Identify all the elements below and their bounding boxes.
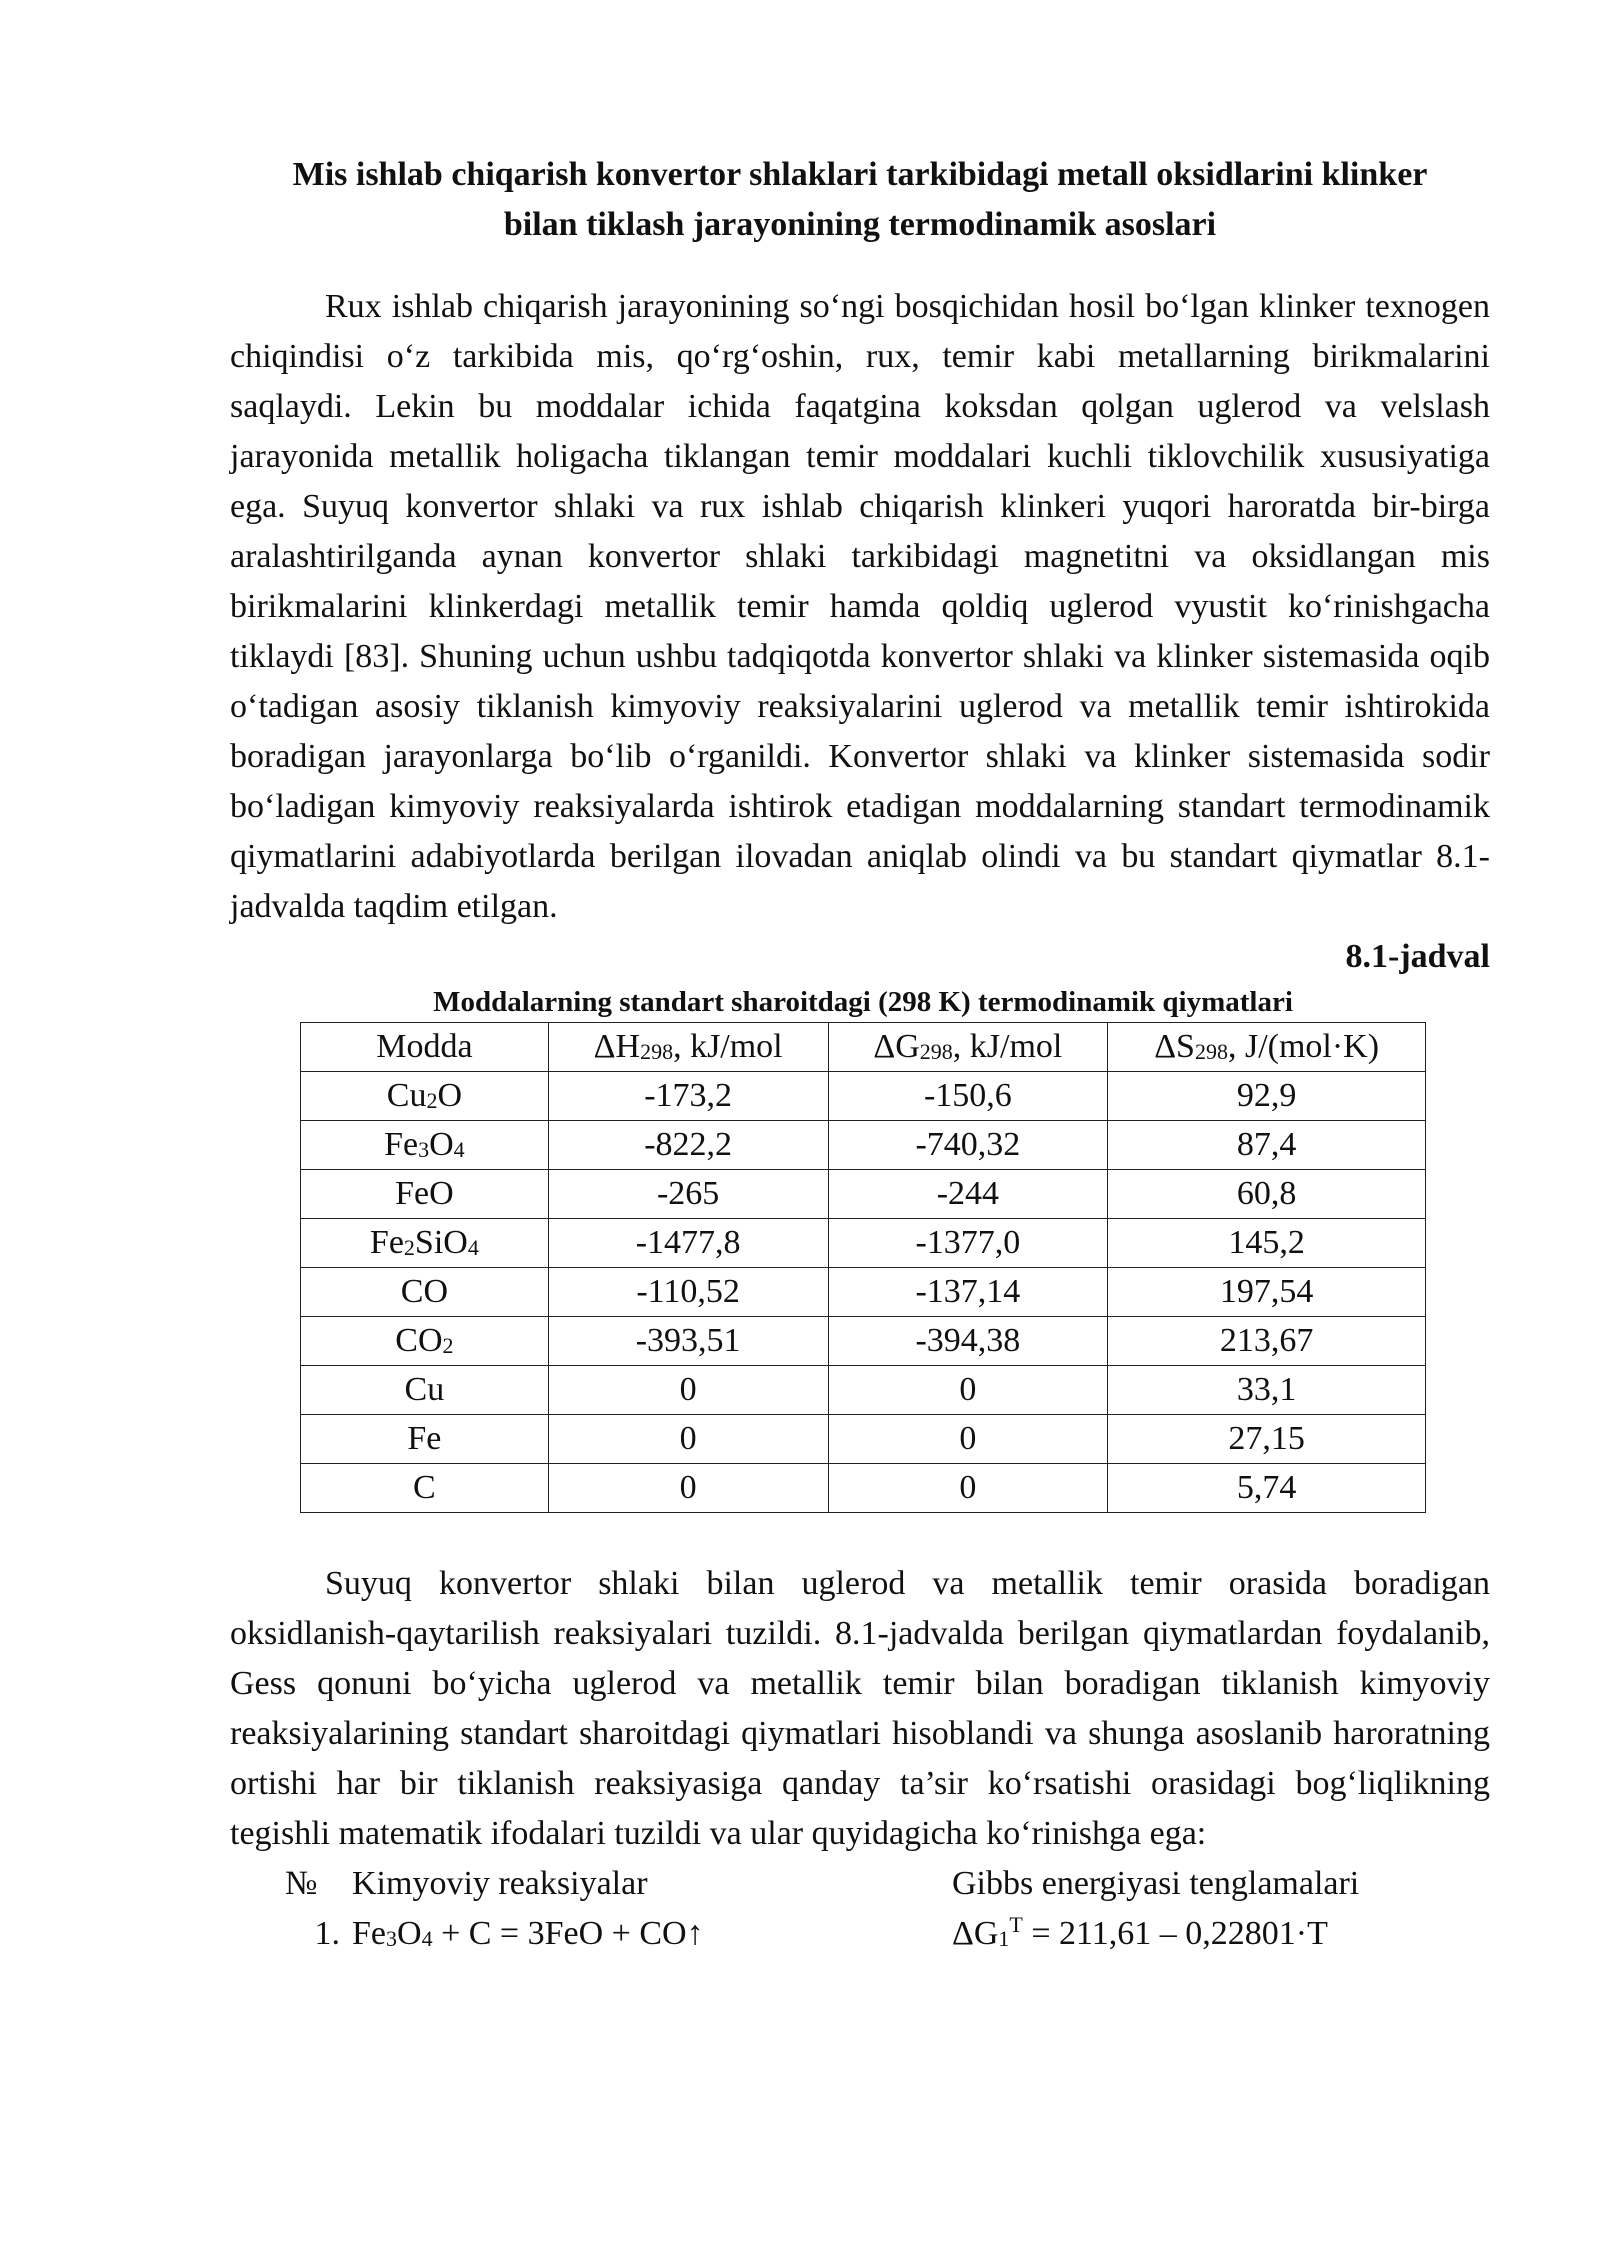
reactions-header-row <box>230 1859 1490 1909</box>
table-row <box>301 1170 1426 1219</box>
cell-enthalpy: -1477,8 <box>548 1219 828 1268</box>
cell-substance: CO <box>301 1268 549 1317</box>
table-number-label: 8.1-jadval <box>1345 938 1490 975</box>
intro-paragraph: Rux ishlab chiqarish jarayonining so‘ngi bosqichidan hosil bo‘lgan klinker texnogen chiqindisi o‘z tarkibida mis, qo‘rg‘oshin, rux, temir kabi metallarning birikmalarini saqlaydi. Lekin bu moddalar ichida faqatgina koksdan qolgan uglerod va velslash jarayonida metallik holigacha tiklangan temir moddalari kuchli tiklovchilik xususiyatiga ega. Suyuq konvertor shlaki va rux ishlab chiqarish klinkeri yuqori haroratda bir-birga aralashtirilganda aynan konvertor shlaki tarkibidagi magnetitni va oksidlangan mis birikmalarini klinkerdagi metallik temir hamda qoldiq uglerod vyustit ko‘rinishgacha tiklaydi [83]. Shuning uchun ushbu tadqiqotda konvertor shlaki va klinker sistemasida oqib o‘tadigan asosiy tiklanish kimyoviy reaksiyalarini uglerod va metallik temir ishtirokida boradigan jarayonlarga bo‘lib o‘rganildi. Konvertor shlaki va klinker sistemasida sodir bo‘ladigan kimyoviy reaksiyalarda ishtirok etadigan moddalarning standart termodinamik qiymatlarini adabiyotlarda berilgan ilovadan aniqlab olindi va bu standart qiymatlar 8.1-jadvalda taqdim etilgan. <box>230 288 1490 925</box>
cell-gibbs: -244 <box>828 1170 1108 1219</box>
cell-entropy: 27,15 <box>1108 1415 1426 1464</box>
cell-enthalpy: -822,2 <box>548 1121 828 1170</box>
reaction-number-header: № <box>285 1865 318 1902</box>
cell-gibbs: -394,38 <box>828 1317 1108 1366</box>
reaction-equation: $Fe_3O_4 + C = 3FeO$ + CO↑ <box>352 1915 704 1952</box>
table-row <box>301 1121 1426 1170</box>
table-row <box>301 1072 1426 1121</box>
title-line-1: Mis ishlab chiqarish konvertor shlaklari tarkibidagi metall oksidlarini klinker <box>292 156 1428 193</box>
reaction-row <box>230 1909 1490 1959</box>
reactions-paragraph: Suyuq konvertor shlaki bilan uglerod va metallik temir orasida boradigan oksidlanish-qaytarilish reaksiyalari tuzildi. 8.1-jadvalda berilgan qiymatlardan foydalanib, Gess qonuni bo‘yicha uglerod va metallik temir bilan boradigan tiklanish kimyoviy reaksiyalarining standart sharoitdagi qiymatlari hisoblandi va shunga asoslanib haroratning ortishi har bir tiklanish reaksiyasiga qanday ta’sir ko‘rsatishi orasidagi bog‘liqlikning tegishli matematik ifodalari tuzildi va ular quyidagicha ko‘rinishga ega: <box>230 1565 1490 1852</box>
gibbs-header: Gibbs energiyasi tenglamalari <box>952 1865 1360 1902</box>
cell-substance: $CO_2$ <box>301 1317 549 1366</box>
document-page <box>230 150 1490 1959</box>
cell-enthalpy: -110,52 <box>548 1268 828 1317</box>
cell-gibbs: 0 <box>828 1366 1108 1415</box>
cell-substance: Cu <box>301 1366 549 1415</box>
table-row <box>301 1415 1426 1464</box>
table-row <box>301 1219 1426 1268</box>
table-header-row <box>301 1023 1426 1072</box>
header-enthalpy: $\Delta H_{298}$, kJ/mol <box>548 1023 828 1072</box>
title-line-2: bilan tiklash jarayonining termodinamik asoslari <box>503 206 1217 243</box>
table-caption: Moddalarning standart sharoitdagi (298 K) termodinamik qiymatlari <box>433 986 1293 1018</box>
cell-enthalpy: -265 <box>548 1170 828 1219</box>
cell-entropy: 213,67 <box>1108 1317 1426 1366</box>
table-row <box>301 1268 1426 1317</box>
cell-gibbs: 0 <box>828 1415 1108 1464</box>
header-gibbs: $\Delta G_{298}$, kJ/mol <box>828 1023 1108 1072</box>
cell-substance: $Cu_2O$ <box>301 1072 549 1121</box>
cell-entropy: 5,74 <box>1108 1464 1426 1513</box>
table-row <box>301 1464 1426 1513</box>
header-substance: Modda <box>301 1023 549 1072</box>
cell-substance: C <box>301 1464 549 1513</box>
cell-entropy: 33,1 <box>1108 1366 1426 1415</box>
cell-enthalpy: 0 <box>548 1464 828 1513</box>
cell-entropy: 92,9 <box>1108 1072 1426 1121</box>
cell-substance: Fe <box>301 1415 549 1464</box>
cell-enthalpy: 0 <box>548 1366 828 1415</box>
cell-gibbs: -1377,0 <box>828 1219 1108 1268</box>
thermodynamic-values-table <box>300 1022 1426 1513</box>
cell-entropy: 197,54 <box>1108 1268 1426 1317</box>
cell-enthalpy: 0 <box>548 1415 828 1464</box>
reaction-number: 1. <box>314 1915 340 1952</box>
cell-gibbs: -137,14 <box>828 1268 1108 1317</box>
reaction-header: Kimyoviy reaksiyalar <box>352 1865 648 1902</box>
table-row <box>301 1366 1426 1415</box>
cell-enthalpy: -173,2 <box>548 1072 828 1121</box>
document-title <box>230 150 1490 250</box>
cell-enthalpy: -393,51 <box>548 1317 828 1366</box>
cell-substance: FeO <box>301 1170 549 1219</box>
header-entropy: $\Delta S_{298}$, J/(mol·K) <box>1108 1023 1426 1072</box>
cell-entropy: 60,8 <box>1108 1170 1426 1219</box>
cell-substance: $Fe_2SiO_4$ <box>301 1219 549 1268</box>
cell-gibbs: -740,32 <box>828 1121 1108 1170</box>
reactions-list <box>230 1859 1490 1959</box>
cell-entropy: 145,2 <box>1108 1219 1426 1268</box>
cell-substance: $Fe_3O_4$ <box>301 1121 549 1170</box>
cell-gibbs: 0 <box>828 1464 1108 1513</box>
gibbs-equation: $\Delta G_1^T = 211,61 - 0,22801\cdot T$ <box>952 1912 1328 1952</box>
cell-entropy: 87,4 <box>1108 1121 1426 1170</box>
table-row <box>301 1317 1426 1366</box>
cell-gibbs: -150,6 <box>828 1072 1108 1121</box>
